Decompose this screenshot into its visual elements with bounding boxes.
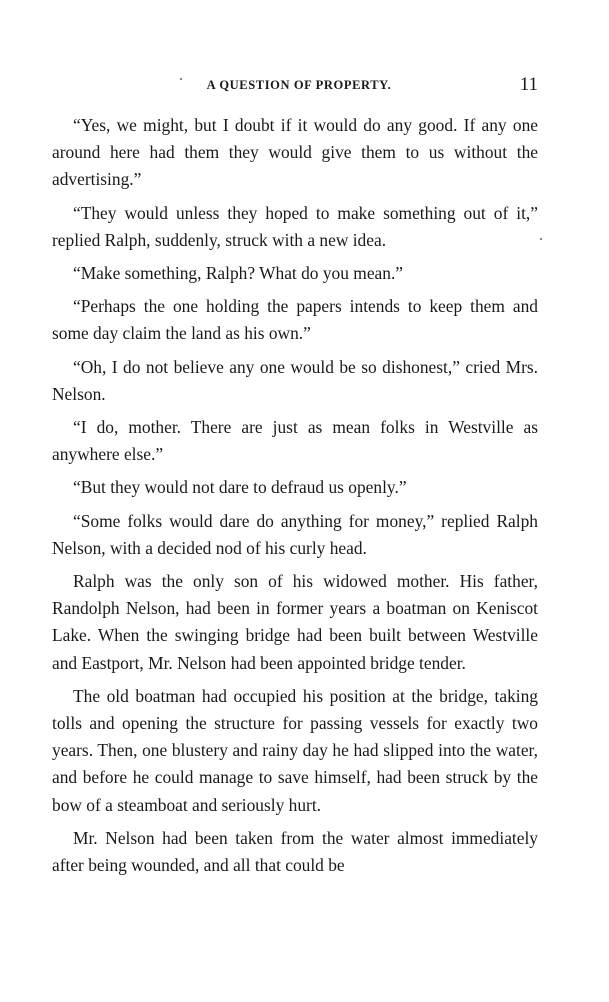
running-head xyxy=(52,74,538,98)
paragraph: Ralph was the only son of his widowed mother. His father, Randolph Nelson, had been in former years a boatman on Keniscot Lake. When the swinging bridge had been built between Westville and Eastport, Mr. Nelson had been appointed bridge tender. xyxy=(52,571,538,673)
paragraph: “I do, mother. There are just as mean folks in Westville as anywhere else.” xyxy=(52,417,538,465)
scan-speck xyxy=(540,238,542,240)
paragraph: “Yes, we might, but I doubt if it would do any good. If any one around here had them they would give them to us without the advertising.” xyxy=(52,115,538,190)
paragraph: Mr. Nelson had been taken from the water almost immediately after being wounded, and all that could be xyxy=(52,827,538,876)
running-title: A QUESTION OF PROPERTY. xyxy=(206,78,392,92)
paragraph: “But they would not dare to defraud us openly.” xyxy=(73,477,407,498)
body-text xyxy=(52,112,538,885)
paragraph: “Perhaps the one holding the papers intends to keep them and some day claim the land as his own.” xyxy=(52,296,538,344)
paragraph: The old boatman had occupied his position at the bridge, taking tolls and opening the structure for passing vessels for exactly two years. Then, one blustery and rainy day he had slipped into the water, and before he could manage to save himself, had been struck by the bow of a steamboat and seriously hurt. xyxy=(52,685,538,815)
paragraph: “They would unless they hoped to make something out of it,” replied Ralph, suddenly, struck with a new idea. xyxy=(52,202,538,250)
paragraph: “Oh, I do not believe any one would be so dishonest,” cried Mrs. Nelson. xyxy=(52,356,538,404)
page-number: 11 xyxy=(519,74,538,95)
paragraph: “Make something, Ralph? What do you mean.” xyxy=(73,263,404,284)
paragraph: “Some folks would dare do anything for money,” replied Ralph Nelson, with a decided nod of his curly head. xyxy=(52,510,538,558)
